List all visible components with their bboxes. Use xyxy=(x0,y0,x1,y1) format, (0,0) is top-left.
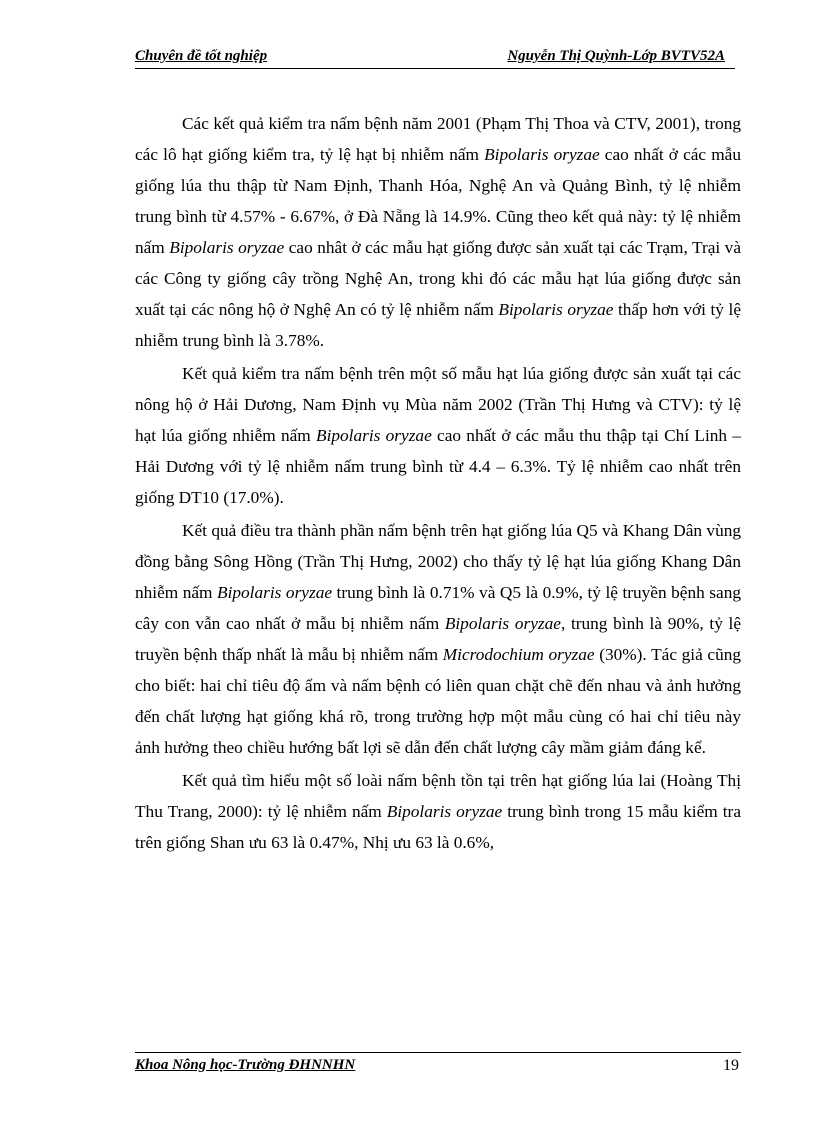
text-segment: cao nhât ở các mẫu hạt giống được sản xuất tại các Trạm, Trại và các Công ty giống cây trồng Nghệ An, trong khi đó các mẫu hạt lúa giống được sản xuất tại các nông hộ ở Nghệ An có tỷ lệ nhiễm nấm xyxy=(135,238,741,319)
paragraph-4 xyxy=(135,765,741,858)
text-segment: (30%). Tác giả cũng cho biết: hai chỉ tiêu độ ẩm và nấm bệnh có liên quan chặt chẽ đến nhau và ảnh hưởng đến chất lượng hạt giống khá rõ, trong trường hợp một mẫu cùng có hai chỉ tiêu này ảnh hưởng theo chiều hướng bất lợi sẽ dẫn đến chất lượng cây mầm giảm đáng kể. xyxy=(135,645,742,757)
text-segment: trung bình là 0.71% và Q5 là 0.9%, tỷ lệ truyền bệnh sang cây con vẫn cao nhất ở mẫu bị nhiễm nấm xyxy=(135,583,741,633)
paragraph-1 xyxy=(135,108,741,356)
species-name: Microdochium oryzae xyxy=(442,645,595,664)
text-segment: cao nhất ở các mẫu giống lúa thu thập từ Nam Định, Thanh Hóa, Nghệ An và Quảng Bình, tỷ lệ nhiễm trung bình từ 4.57% - 6.67%, ở Đà Nẵng là 14.9%. Cũng theo kết quả này: tỷ lệ nhiễm nấm xyxy=(135,145,741,257)
species-name: Bipolaris oryzae xyxy=(169,238,285,257)
species-name: Bipolaris oryzae xyxy=(217,583,332,602)
species-name: Bipolaris oryzae xyxy=(484,145,600,164)
species-name: Bipolaris oryzae xyxy=(444,614,561,633)
text-segment: Kết quả tìm hiểu một số loài nấm bệnh tồn tại trên hạt giống lúa lai (Hoàng Thị Thu Trang, 2000): tỷ lệ nhiễm nấm xyxy=(135,771,741,821)
text-segment: trung bình trong 15 mẫu kiểm tra trên giống Shan ưu 63 là 0.47%, Nhị ưu 63 là 0.6%, xyxy=(135,802,741,852)
header-topic: Chuyên đề tốt nghiệp xyxy=(135,48,268,64)
page-header xyxy=(135,44,735,69)
species-name: Bipolaris oryzae xyxy=(386,802,503,821)
species-name: Bipolaris oryzae xyxy=(316,426,432,445)
paragraph-2 xyxy=(135,358,741,513)
footer-institution: Khoa Nông học-Trường ĐHNNHN xyxy=(135,1057,356,1073)
text-segment: Kết quả điều tra thành phần nấm bệnh trên hạt giống lúa Q5 và Khang Dân vùng đồng bằng Sông Hồng (Trần Thị Hưng, 2002) cho thấy tỷ lệ hạt lúa giống Khang Dân nhiễm nấm xyxy=(135,521,741,602)
paragraph-3 xyxy=(135,515,741,763)
text-segment: , trung bình là 90%, tỷ lệ truyền bệnh thấp nhất là mẫu bị nhiễm nấm xyxy=(135,614,741,664)
page-number: 19 xyxy=(723,1057,739,1074)
text-segment: thấp hơn với tỷ lệ nhiễm trung bình là 3.78%. xyxy=(135,300,741,350)
text-segment: Kết quả kiểm tra nấm bệnh trên một số mẫu hạt lúa giống được sản xuất tại các nông hộ ở Hải Dương, Nam Định vụ Mùa năm 2002 (Trần Thị Hưng và CTV): tỷ lệ hạt lúa giống nhiễm nấm xyxy=(135,364,741,445)
text-segment: Các kết quả kiểm tra nấm bệnh năm 2001 (Phạm Thị Thoa và CTV, 2001), trong các lô hạt giống kiểm tra, tỷ lệ hạt bị nhiễm nấm xyxy=(135,114,741,164)
species-name: Bipolaris oryzae xyxy=(498,300,614,319)
header-author: Nguyễn Thị Quỳnh-Lớp BVTV52A xyxy=(507,48,725,64)
text-segment: cao nhất ở các mẫu thu thập tại Chí Linh – Hải Dương với tỷ lệ nhiễm nấm trung bình từ 4.4 – 6.3%. Tỷ lệ nhiễm cao nhất trên giống DT10 (17.0%). xyxy=(135,426,741,507)
body-text xyxy=(135,108,741,860)
page-footer xyxy=(135,1052,741,1075)
